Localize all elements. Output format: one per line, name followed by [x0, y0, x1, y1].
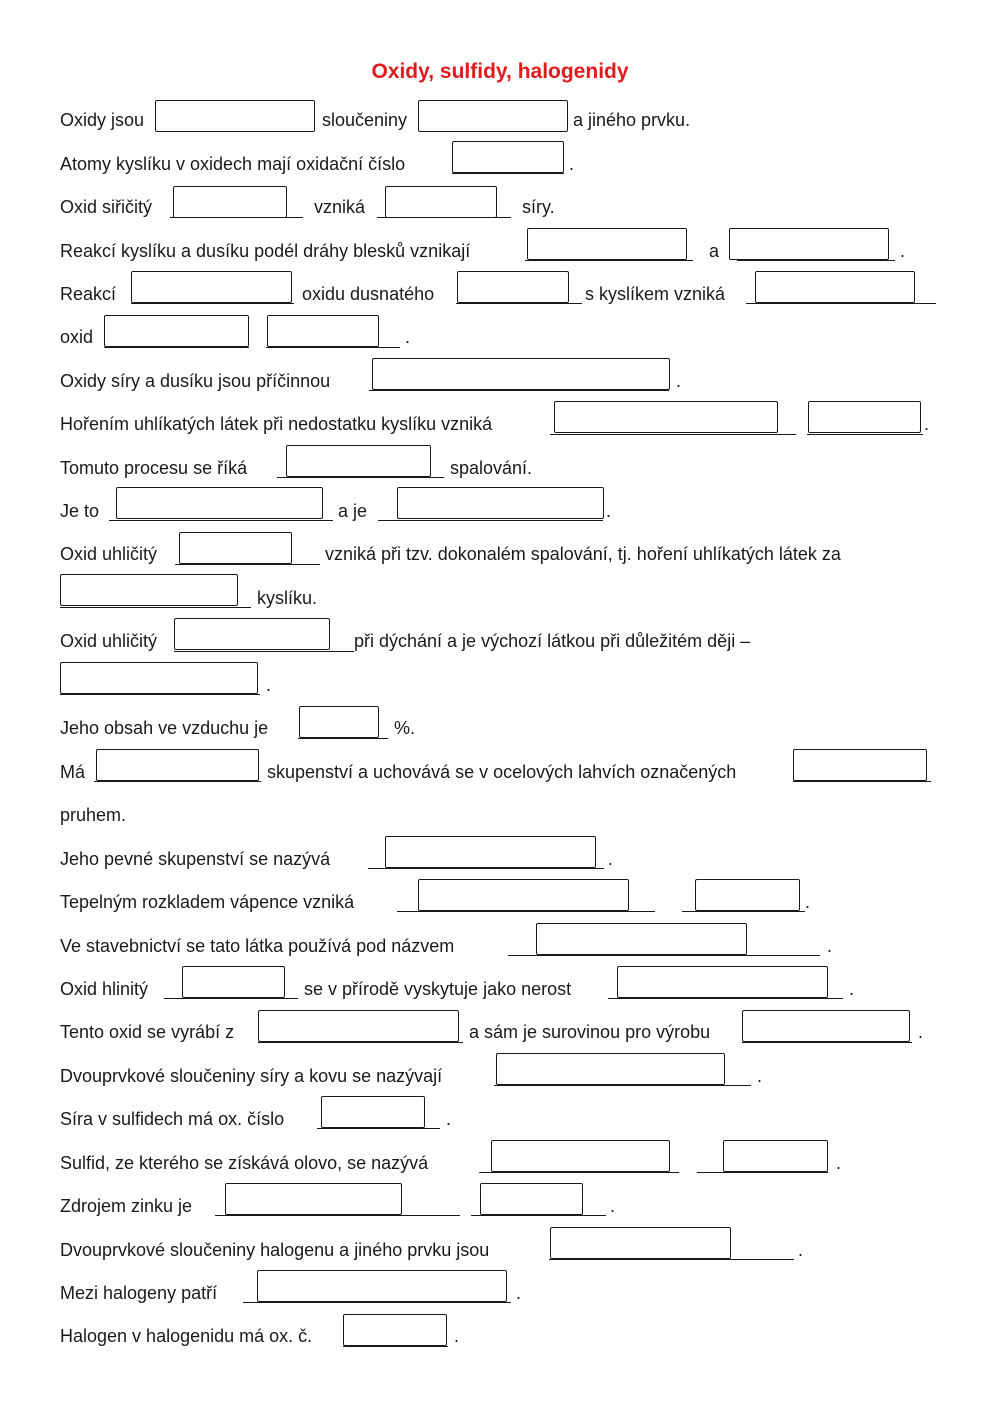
answer-underline	[175, 564, 320, 565]
answer-field[interactable]	[96, 749, 259, 781]
answer-field[interactable]	[385, 836, 596, 868]
sentence-text: Síra v sulfidech má ox. číslo	[60, 1109, 285, 1129]
answer-underline	[508, 955, 820, 956]
answer-underline	[343, 1346, 448, 1347]
answer-field[interactable]	[617, 966, 828, 998]
answer-underline	[494, 1085, 751, 1086]
answer-field[interactable]	[174, 618, 330, 650]
answer-field[interactable]	[60, 574, 238, 606]
answer-underline	[109, 520, 333, 521]
answer-underline	[174, 651, 354, 652]
answer-underline	[104, 347, 249, 348]
answer-underline	[60, 607, 251, 608]
answer-field[interactable]	[267, 315, 379, 347]
answer-field[interactable]	[397, 487, 604, 519]
answer-field[interactable]	[131, 271, 292, 303]
answer-field[interactable]	[527, 228, 687, 260]
answer-field[interactable]	[155, 100, 315, 132]
answer-underline	[378, 520, 603, 521]
answer-underline	[368, 868, 604, 869]
answer-field[interactable]	[491, 1140, 670, 1172]
sentence-text: oxid	[60, 327, 94, 347]
answer-field[interactable]	[742, 1010, 910, 1042]
sentence-text: .	[918, 1022, 924, 1042]
answer-field[interactable]	[343, 1314, 447, 1346]
answer-underline	[807, 434, 923, 435]
answer-underline	[266, 347, 400, 348]
sentence-text: a	[709, 241, 720, 261]
sentence-text: .	[849, 979, 855, 999]
sentence-text: sloučeniny	[322, 110, 408, 130]
answer-underline	[682, 911, 805, 912]
sentence-text: Oxid hlinitý	[60, 979, 149, 999]
sentence-text: Oxid uhličitý	[60, 544, 158, 564]
answer-field[interactable]	[104, 315, 249, 347]
answer-field[interactable]	[536, 923, 747, 955]
sentence-text: .	[805, 892, 811, 912]
sentence-text: kyslíku.	[257, 588, 318, 608]
answer-underline	[550, 434, 796, 435]
sentence-text: vzniká při tzv. dokonalém spalování, tj. hoření uhlíkatých látek za	[325, 544, 841, 564]
sentence-text: .	[676, 371, 682, 391]
answer-underline	[742, 1042, 912, 1043]
sentence-text: Je to	[60, 501, 100, 521]
answer-underline	[164, 998, 298, 999]
sentence-text: .	[405, 327, 411, 347]
answer-field[interactable]	[457, 271, 569, 303]
sentence-text: .	[446, 1109, 452, 1129]
sentence-text: Oxid siřičitý	[60, 197, 153, 217]
sentence-text: Hořením uhlíkatých látek při nedostatku kyslíku vzniká	[60, 414, 493, 434]
sentence-text: a sám je surovinou pro výrobu	[469, 1022, 711, 1042]
sentence-text: a jiného prvku.	[573, 110, 691, 130]
sentence-text: .	[266, 675, 272, 695]
answer-underline	[471, 1215, 606, 1216]
answer-field[interactable]	[179, 532, 292, 564]
sentence-text: Dvouprvkové sloučeniny halogenu a jiného prvku jsou	[60, 1240, 490, 1260]
answer-underline	[737, 260, 895, 261]
answer-underline	[525, 260, 693, 261]
sentence-text: .	[757, 1066, 763, 1086]
answer-field[interactable]	[372, 358, 670, 390]
sentence-text: Jeho obsah ve vzduchu je	[60, 718, 269, 738]
answer-field[interactable]	[225, 1183, 402, 1215]
answer-field[interactable]	[173, 186, 287, 218]
answer-underline	[60, 694, 260, 695]
sentence-text: Oxid uhličitý	[60, 631, 158, 651]
answer-field[interactable]	[496, 1053, 725, 1085]
sentence-text: skupenství a uchovává se v ocelových lahvích označených	[267, 762, 737, 782]
answer-field[interactable]	[808, 401, 921, 433]
sentence-text: .	[798, 1240, 804, 1260]
answer-underline	[549, 1259, 794, 1260]
sentence-text: Oxidy jsou	[60, 110, 145, 130]
sentence-text: spalování.	[450, 458, 533, 478]
answer-field[interactable]	[257, 1270, 507, 1302]
answer-field[interactable]	[321, 1096, 425, 1128]
sentence-text: Dvouprvkové sloučeniny síry a kovu se nazývají	[60, 1066, 443, 1086]
sentence-text: a je	[338, 501, 368, 521]
sentence-text: s kyslíkem vzniká	[585, 284, 726, 304]
sentence-text: Má	[60, 762, 86, 782]
sentence-text: oxidu dusnatého	[302, 284, 435, 304]
sentence-text: .	[610, 1196, 616, 1216]
answer-underline	[298, 738, 388, 739]
sentence-text: %.	[394, 718, 416, 738]
answer-field[interactable]	[452, 141, 564, 173]
answer-field[interactable]	[550, 1227, 731, 1259]
answer-field[interactable]	[729, 228, 889, 260]
answer-underline	[397, 911, 655, 912]
answer-field[interactable]	[723, 1140, 828, 1172]
answer-field[interactable]	[793, 749, 927, 781]
sentence-text: pruhem.	[60, 805, 127, 825]
answer-underline	[793, 781, 931, 782]
sentence-text: se v přírodě vyskytuje jako nerost	[304, 979, 572, 999]
sentence-text: Oxidy síry a dusíku jsou příčinnou	[60, 371, 331, 391]
sentence-text: při dýchání a je výchozí látkou při důležitém ději –	[354, 631, 751, 651]
answer-underline	[479, 1172, 679, 1173]
sentence-text: síry.	[522, 197, 555, 217]
sentence-text: .	[569, 154, 575, 174]
answer-underline	[215, 1215, 460, 1216]
answer-field[interactable]	[418, 879, 629, 911]
answer-underline	[697, 1172, 828, 1173]
answer-underline	[317, 1128, 440, 1129]
answer-field[interactable]	[554, 401, 778, 433]
answer-underline	[131, 303, 294, 304]
answer-underline	[243, 1302, 511, 1303]
answer-field[interactable]	[480, 1183, 583, 1215]
sentence-text: Jeho pevné skupenství se nazývá	[60, 849, 331, 869]
answer-field[interactable]	[258, 1010, 459, 1042]
sentence-text: Ve stavebnictví se tato látka používá pod názvem	[60, 936, 455, 956]
sentence-text: .	[608, 849, 614, 869]
answer-field[interactable]	[755, 271, 915, 303]
answer-field[interactable]	[385, 186, 497, 218]
sentence-text: Mezi halogeny patří	[60, 1283, 218, 1303]
sentence-text: .	[516, 1283, 522, 1303]
answer-field[interactable]	[418, 100, 568, 132]
answer-field[interactable]	[695, 879, 800, 911]
sentence-text: Zdrojem zinku je	[60, 1196, 193, 1216]
answer-underline	[456, 303, 582, 304]
sentence-text: Reakcí	[60, 284, 117, 304]
answer-field[interactable]	[60, 662, 258, 694]
sentence-text: Tomuto procesu se říká	[60, 458, 248, 478]
sentence-text: Reakcí kyslíku a dusíku podél dráhy blesků vznikají	[60, 241, 471, 261]
answer-underline	[94, 781, 261, 782]
answer-underline	[369, 390, 669, 391]
sentence-text: .	[900, 241, 906, 261]
sentence-text: Tento oxid se vyrábí z	[60, 1022, 235, 1042]
answer-underline	[746, 303, 936, 304]
sentence-text: .	[827, 936, 833, 956]
sentence-text: Atomy kyslíku v oxidech mají oxidační číslo	[60, 154, 406, 174]
answer-underline	[452, 173, 564, 174]
sentence-text: .	[606, 501, 612, 521]
sentence-text: Halogen v halogenidu má ox. č.	[60, 1326, 313, 1346]
sentence-text: .	[924, 414, 930, 434]
sentence-text: Tepelným rozkladem vápence vzniká	[60, 892, 355, 912]
sentence-text: .	[454, 1326, 460, 1346]
answer-underline	[608, 998, 843, 999]
answer-underline	[277, 477, 444, 478]
answer-field[interactable]	[286, 445, 431, 477]
worksheet-title: Oxidy, sulfidy, halogenidy	[371, 60, 629, 83]
answer-underline	[258, 1042, 463, 1043]
sentence-text: .	[836, 1153, 842, 1173]
answer-field[interactable]	[182, 966, 285, 998]
answer-field[interactable]	[299, 706, 379, 738]
sentence-text: Sulfid, ze kterého se získává olovo, se nazývá	[60, 1153, 429, 1173]
sentence-text: vzniká	[314, 197, 366, 217]
answer-field[interactable]	[116, 487, 323, 519]
